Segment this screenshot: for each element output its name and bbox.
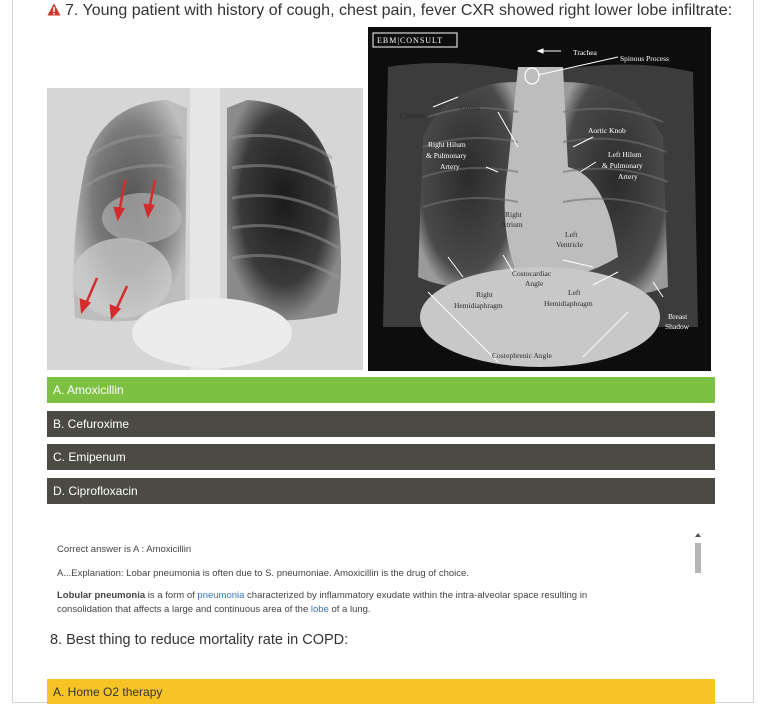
right-hilum-label-2: & Pulmonary <box>426 151 467 160</box>
lobe-link[interactable]: lobe <box>310 604 329 615</box>
lobular-pneumonia-paragraph: Lobular pneumonia is a form of pneumonia characterized by inflammatory exudate within the intra-alveolar space resulting in consolidation that affects a large and continuous area of the lobe of a lung. <box>57 590 588 615</box>
labeled-chest-xray-image <box>368 27 711 371</box>
costophrenic-angle-label: Costophrenic Angle <box>492 351 552 360</box>
option-a-amoxicillin[interactable]: A. Amoxicillin <box>47 377 715 403</box>
watermark-label: EBM|CONSULT <box>377 36 444 45</box>
question-7-title: 7. Young patient with history of cough, chest pain, fever CXR showed right lower lobe infiltrate: <box>47 2 732 20</box>
left-hilum-label-1: Left Hilum <box>608 150 642 159</box>
right-hilum-label-3: Artery <box>440 162 460 171</box>
left-ventricle-label-2: Ventricle <box>556 240 584 249</box>
trachea-label: Trachea <box>573 48 597 57</box>
explanation-text: A...Explanation: Lobar pneumonia is often due to S. pneumoniae. Amoxicillin is the drug of choice. <box>57 568 469 579</box>
carina-label: Carina <box>460 103 480 112</box>
option-d-ciprofloxacin[interactable]: D. Ciprofloxacin <box>47 478 715 504</box>
scrollbar-thumb[interactable] <box>695 543 701 573</box>
question-8-title: 8. Best thing to reduce mortality rate in COPD: <box>50 632 349 648</box>
pneumonia-link[interactable]: pneumonia <box>197 590 245 601</box>
explanation-panel <box>47 525 715 623</box>
right-atrium-label-1: Right <box>505 210 522 219</box>
left-hemidiaphragm-label-1: Left <box>568 288 581 297</box>
right-hemidiaphragm-label-1: Right <box>476 290 493 299</box>
costocardiac-label-2: Angle <box>525 279 544 288</box>
left-ventricle-label-1: Left <box>565 230 578 239</box>
clavicle-label: Clavicle <box>400 111 425 120</box>
costocardiac-label-1: Costocardiac <box>512 269 552 278</box>
chest-xray-image <box>47 88 363 370</box>
left-hilum-label-2: & Pulmonary <box>602 161 643 170</box>
breast-shadow-label-1: Breast <box>668 312 688 321</box>
option-a-home-o2-therapy[interactable]: A. Home O2 therapy <box>47 679 715 704</box>
correct-answer-text: Correct answer is A : Amoxicillin <box>57 544 192 555</box>
spinous-process-label: Spinous Process <box>620 54 669 63</box>
right-hemidiaphragm-label-2: Hemidiaphragm <box>454 301 503 310</box>
aortic-knob-label: Aortic Knob <box>588 126 626 135</box>
warning-triangle-icon <box>47 3 61 16</box>
left-hilum-label-3: Artery <box>618 172 638 181</box>
lobular-pneumonia-term: Lobular pneumonia <box>57 590 146 601</box>
scroll-up-arrow-icon[interactable] <box>695 533 701 537</box>
option-c-emipenum[interactable]: C. Emipenum <box>47 444 715 470</box>
explanation-scrollbar[interactable] <box>694 533 702 621</box>
option-b-cefuroxime[interactable]: B. Cefuroxime <box>47 411 715 437</box>
left-hemidiaphragm-label-2: Hemidiaphragm <box>544 299 593 308</box>
breast-shadow-label-2: Shadow <box>665 322 690 331</box>
right-atrium-label-2: Atrium <box>501 220 523 229</box>
right-hilum-label-1: Right Hilum <box>428 140 466 149</box>
